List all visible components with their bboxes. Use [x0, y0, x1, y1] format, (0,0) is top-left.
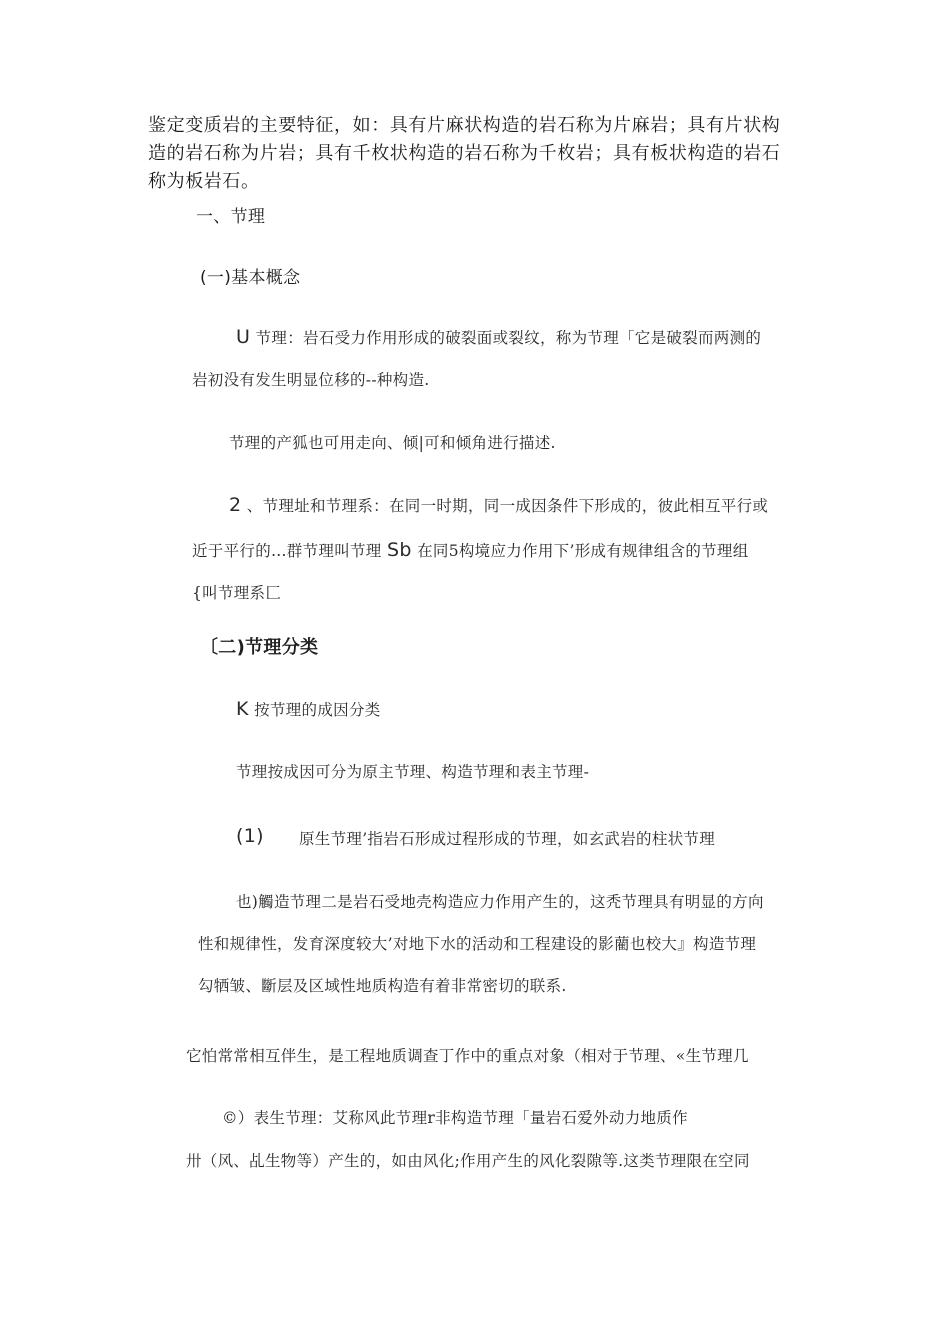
- item-3-line-2: 卅（风、乩生物等）产生的，如由风化;作用产生的风化裂隙等.这类节理限在空同: [186, 1152, 750, 1170]
- paragraph-3-number: 2: [229, 494, 242, 516]
- paragraph-2: 节理的产狐也可用走向、倾|可和倾角进行描述.: [229, 434, 556, 452]
- item-1-text: 原生节理’指岩石形成过程形成的节理，如玄武岩的柱状节理: [299, 830, 716, 848]
- classification-k-number: K: [236, 698, 249, 720]
- intro-line-1: 鉴定变质岩的主要特征，如：具有片麻状构造的岩石称为片麻岩；具有片状构: [148, 115, 781, 136]
- item-3-line-1: ©）表生节理：艾称风此节理r非构造节理「量岩石爱外动力地质作: [222, 1109, 688, 1127]
- paragraph-1-line-1: [236, 327, 761, 348]
- item-2-line-1: 也)觸造节理二是岩石受地壳构造应力作用产生的，这秃节理具有明显的方向: [236, 893, 764, 911]
- paragraph-3-text-a: 近于平行的…群节理叫节理: [192, 542, 382, 560]
- item-2-line-2: 性和规律性，发育深度较大’对地下水的活动和工程建设的影藺也校大』构造节理: [198, 935, 757, 953]
- paragraph-3-text: 、节理址和节理系：在同一时期，同一成因条件下形成的，彼此相互平行或: [246, 497, 769, 515]
- item-2-line-3: 勾牺皱、斷层及区域性地质构造有着非常密切的联系.: [198, 977, 567, 995]
- classification-by-origin: [236, 699, 381, 720]
- subsection-heading-basic-concepts: (一)基本概念: [200, 268, 301, 288]
- item-2-line-4: 它怕常常相互伴生，是工程地质调查丁作中的重点对象（相对于节理、«生节理几: [186, 1047, 749, 1065]
- paragraph-3-sb: Sb: [387, 539, 412, 561]
- intro-line-3: 称为板岩石。: [148, 171, 260, 192]
- paragraph-3-line-3: {叫节理系匚: [192, 584, 282, 602]
- paragraph-3-line-2: [192, 540, 749, 561]
- paragraph-3-text-b: 在同5构境应力作用下’形成有规律组含的节理组: [417, 542, 749, 560]
- intro-line-2: 造的岩石称为片岩；具有千枚状构造的岩石称为千枚岩；具有板状构造的岩石: [148, 143, 781, 164]
- classification-k-title: 按节理的成因分类: [254, 701, 381, 719]
- subsection-heading-classification: 〔二)节理分类: [200, 637, 319, 658]
- classification-intro: 节理按成因可分为原主节理、构造节理和表主节理-: [236, 763, 590, 781]
- section-heading-joints: 一、节理: [196, 207, 266, 227]
- item-1-number: (1): [236, 825, 264, 847]
- paragraph-1-text: 节理：岩石受力作用形成的破裂面或裂纹，称为节理「它是破裂而两测的: [255, 329, 762, 347]
- paragraph-1-line-2: 岩初没有发生明显位移的--种构造.: [192, 371, 430, 389]
- paragraph-3-line-1: [229, 495, 768, 516]
- paragraph-1-number: U: [236, 326, 251, 348]
